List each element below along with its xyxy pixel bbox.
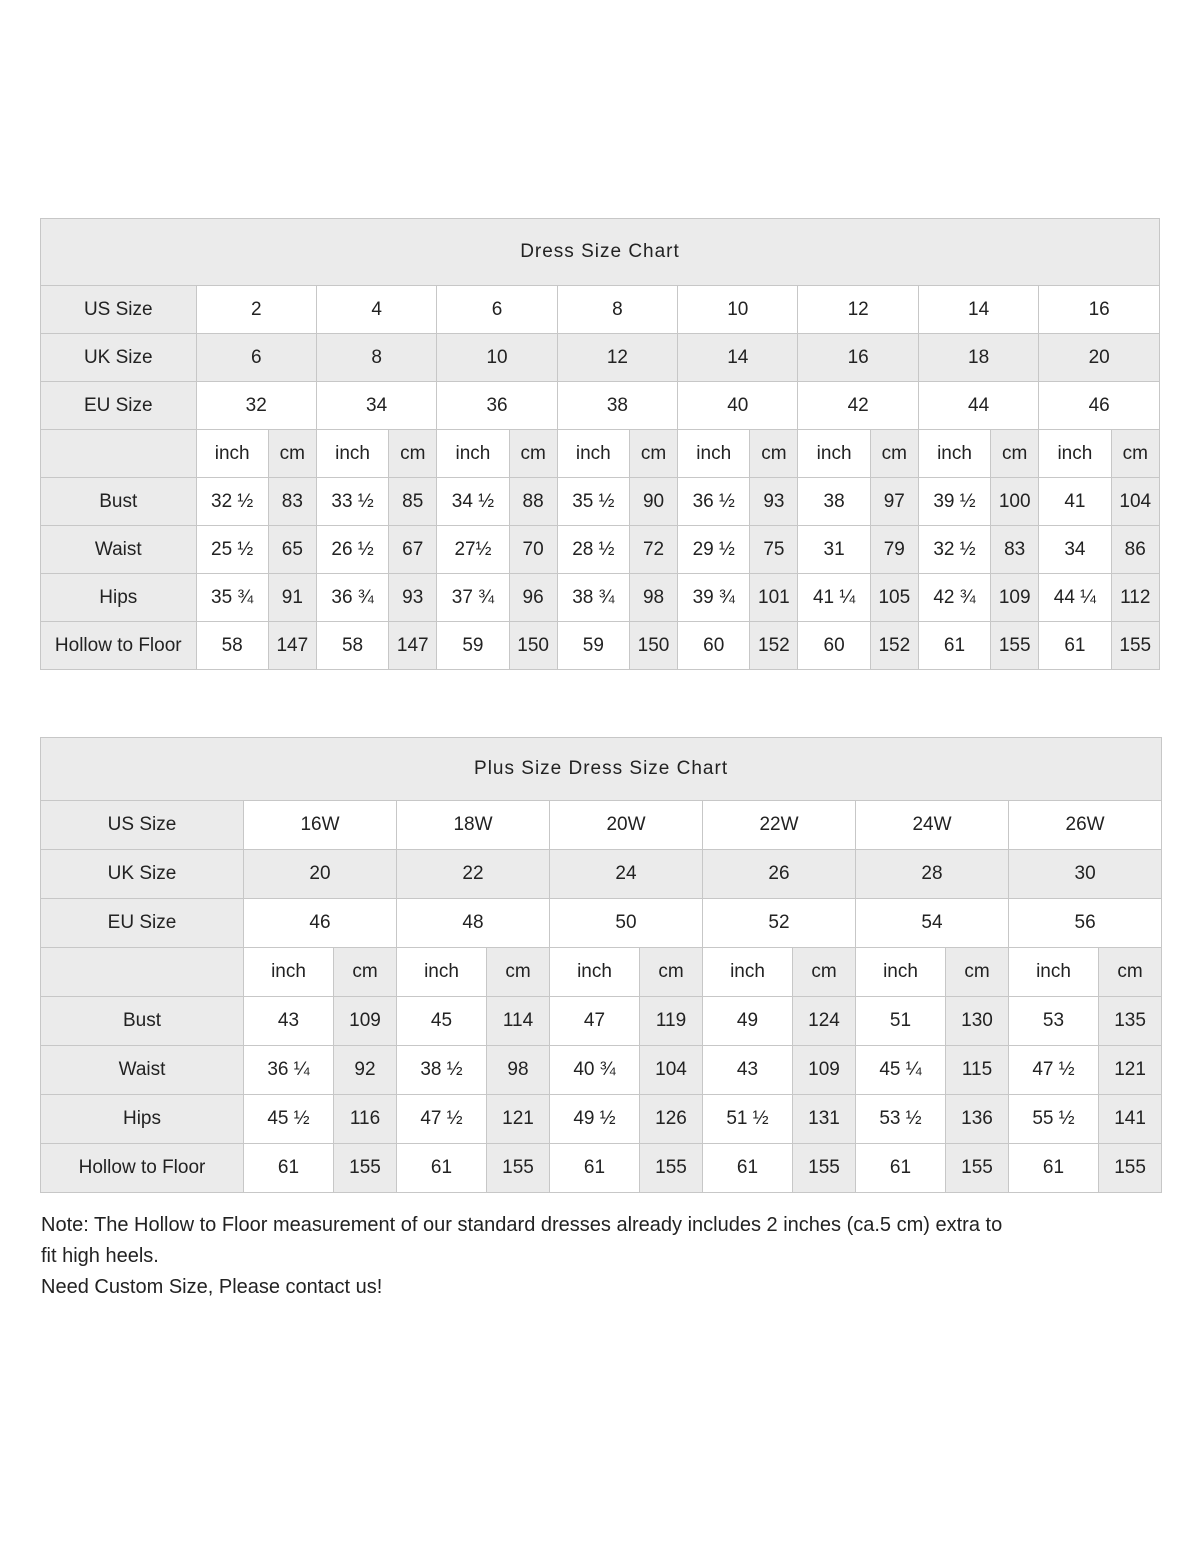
size-cell: 16 [1039,286,1160,334]
row-label: Hips [41,574,197,622]
value-cm-cell: 112 [1111,574,1160,622]
chart-title: Dress Size Chart [41,219,1160,286]
value-cm-cell: 100 [991,478,1039,526]
table-row [41,1144,1162,1193]
value-cm-cell: 104 [640,1046,703,1095]
unit-inch-cell: inch [397,948,487,997]
value-cm-cell: 155 [640,1144,703,1193]
value-inch-cell: 45 [397,997,487,1046]
table-row [41,850,1162,899]
size-cell: 18W [397,801,550,850]
value-cm-cell: 65 [268,526,316,574]
value-cm-cell: 67 [389,526,437,574]
unit-cm-cell: cm [487,948,550,997]
size-cell: 22W [703,801,856,850]
unit-cm-cell: cm [1111,430,1160,478]
value-inch-cell: 59 [437,622,509,670]
value-inch-cell: 39 ½ [918,478,990,526]
value-inch-cell: 51 [856,997,946,1046]
value-inch-cell: 43 [703,1046,793,1095]
unit-cm-cell: cm [991,430,1039,478]
value-inch-cell: 32 ½ [918,526,990,574]
chart-title: Plus Size Dress Size Chart [41,738,1162,801]
size-cell: 32 [196,382,316,430]
row-label: EU Size [41,899,244,948]
table-row [41,526,1160,574]
value-inch-cell: 31 [798,526,870,574]
note-line: Need Custom Size, Please contact us! [41,1276,383,1298]
value-cm-cell: 141 [1099,1095,1162,1144]
row-label: Waist [41,526,197,574]
value-cm-cell: 135 [1099,997,1162,1046]
value-cm-cell: 121 [1099,1046,1162,1095]
table-row [41,478,1160,526]
value-inch-cell: 43 [244,997,334,1046]
value-cm-cell: 155 [793,1144,856,1193]
value-cm-cell: 79 [870,526,918,574]
value-cm-cell: 116 [334,1095,397,1144]
unit-cm-cell: cm [1099,948,1162,997]
unit-inch-cell: inch [678,430,750,478]
size-cell: 48 [397,899,550,948]
unit-cm-cell: cm [389,430,437,478]
unit-inch-cell: inch [918,430,990,478]
value-inch-cell: 51 ½ [703,1095,793,1144]
value-inch-cell: 44 ¼ [1039,574,1111,622]
value-inch-cell: 61 [918,622,990,670]
value-cm-cell: 85 [389,478,437,526]
value-inch-cell: 35 ¾ [196,574,268,622]
value-inch-cell: 35 ½ [557,478,629,526]
value-cm-cell: 92 [334,1046,397,1095]
value-inch-cell: 47 ½ [397,1095,487,1144]
value-inch-cell: 36 ¾ [316,574,388,622]
value-cm-cell: 136 [946,1095,1009,1144]
size-cell: 6 [196,334,316,382]
size-cell: 6 [437,286,557,334]
value-inch-cell: 53 ½ [856,1095,946,1144]
row-label: US Size [41,286,197,334]
unit-inch-cell: inch [1009,948,1099,997]
value-cm-cell: 150 [509,622,557,670]
row-label: EU Size [41,382,197,430]
note-text [41,1210,1156,1303]
size-cell: 44 [918,382,1038,430]
value-inch-cell: 58 [316,622,388,670]
value-inch-cell: 28 ½ [557,526,629,574]
table-row [41,997,1162,1046]
value-inch-cell: 53 [1009,997,1099,1046]
size-cell: 36 [437,382,557,430]
size-cell: 20W [550,801,703,850]
value-cm-cell: 147 [268,622,316,670]
value-inch-cell: 40 ¾ [550,1046,640,1095]
value-cm-cell: 109 [334,997,397,1046]
value-inch-cell: 60 [678,622,750,670]
value-cm-cell: 90 [629,478,677,526]
table-row [41,899,1162,948]
value-cm-cell: 126 [640,1095,703,1144]
unit-inch-cell: inch [856,948,946,997]
value-inch-cell: 47 ½ [1009,1046,1099,1095]
size-cell: 10 [678,286,798,334]
unit-row-label-cell [41,948,244,997]
table-row [41,1046,1162,1095]
value-inch-cell: 58 [196,622,268,670]
unit-inch-cell: inch [703,948,793,997]
value-cm-cell: 155 [1099,1144,1162,1193]
value-inch-cell: 61 [1039,622,1111,670]
value-inch-cell: 45 ¼ [856,1046,946,1095]
value-cm-cell: 88 [509,478,557,526]
value-cm-cell: 98 [487,1046,550,1095]
value-inch-cell: 49 [703,997,793,1046]
value-cm-cell: 91 [268,574,316,622]
value-inch-cell: 38 ½ [397,1046,487,1095]
unit-inch-cell: inch [1039,430,1111,478]
value-inch-cell: 61 [244,1144,334,1193]
size-cell: 46 [1039,382,1160,430]
size-cell: 42 [798,382,918,430]
unit-cm-cell: cm [334,948,397,997]
unit-cm-cell: cm [946,948,1009,997]
size-cell: 26W [1009,801,1162,850]
row-label: Hips [41,1095,244,1144]
value-cm-cell: 115 [946,1046,1009,1095]
note-line: Note: The Hollow to Floor measurement of our standard dresses already includes 2 inches (ca.5 cm) extra to [41,1214,1003,1236]
unit-cm-cell: cm [870,430,918,478]
row-label: Waist [41,1046,244,1095]
value-inch-cell: 34 [1039,526,1111,574]
size-cell: 24 [550,850,703,899]
title-row [41,738,1162,801]
value-cm-cell: 93 [750,478,798,526]
value-inch-cell: 61 [703,1144,793,1193]
size-cell: 2 [196,286,316,334]
row-label: UK Size [41,850,244,899]
unit-cm-cell: cm [750,430,798,478]
value-inch-cell: 61 [397,1144,487,1193]
size-cell: 38 [557,382,677,430]
row-label: Bust [41,997,244,1046]
value-inch-cell: 47 [550,997,640,1046]
value-inch-cell: 61 [856,1144,946,1193]
value-cm-cell: 147 [389,622,437,670]
size-cell: 10 [437,334,557,382]
value-cm-cell: 83 [268,478,316,526]
size-cell: 54 [856,899,1009,948]
unit-row-label-cell [41,430,197,478]
unit-inch-cell: inch [244,948,334,997]
value-inch-cell: 42 ¾ [918,574,990,622]
size-cell: 46 [244,899,397,948]
value-cm-cell: 75 [750,526,798,574]
value-cm-cell: 152 [870,622,918,670]
size-cell: 16W [244,801,397,850]
value-cm-cell: 98 [629,574,677,622]
value-cm-cell: 70 [509,526,557,574]
unit-inch-cell: inch [196,430,268,478]
value-inch-cell: 38 [798,478,870,526]
size-cell: 16 [798,334,918,382]
size-cell: 50 [550,899,703,948]
value-inch-cell: 32 ½ [196,478,268,526]
value-cm-cell: 155 [487,1144,550,1193]
value-cm-cell: 155 [1111,622,1160,670]
standard-size-table [40,218,1160,670]
size-cell: 12 [798,286,918,334]
value-inch-cell: 36 ¼ [244,1046,334,1095]
value-cm-cell: 155 [946,1144,1009,1193]
value-cm-cell: 86 [1111,526,1160,574]
value-inch-cell: 38 ¾ [557,574,629,622]
value-inch-cell: 55 ½ [1009,1095,1099,1144]
row-label: US Size [41,801,244,850]
unit-cm-cell: cm [509,430,557,478]
unit-row [41,948,1162,997]
size-cell: 56 [1009,899,1162,948]
value-cm-cell: 97 [870,478,918,526]
row-label: Hollow to Floor [41,1144,244,1193]
value-inch-cell: 36 ½ [678,478,750,526]
value-cm-cell: 104 [1111,478,1160,526]
size-cell: 24W [856,801,1009,850]
size-cell: 28 [856,850,1009,899]
value-cm-cell: 109 [793,1046,856,1095]
unit-cm-cell: cm [629,430,677,478]
value-inch-cell: 61 [550,1144,640,1193]
value-inch-cell: 33 ½ [316,478,388,526]
row-label: Hollow to Floor [41,622,197,670]
value-cm-cell: 105 [870,574,918,622]
value-cm-cell: 155 [991,622,1039,670]
value-inch-cell: 25 ½ [196,526,268,574]
value-cm-cell: 72 [629,526,677,574]
value-cm-cell: 131 [793,1095,856,1144]
title-row [41,219,1160,286]
value-cm-cell: 130 [946,997,1009,1046]
unit-cm-cell: cm [268,430,316,478]
value-cm-cell: 83 [991,526,1039,574]
value-cm-cell: 121 [487,1095,550,1144]
value-cm-cell: 152 [750,622,798,670]
value-inch-cell: 59 [557,622,629,670]
table-row [41,382,1160,430]
value-inch-cell: 41 ¼ [798,574,870,622]
plus-size-table [40,737,1162,1193]
size-cell: 18 [918,334,1038,382]
value-inch-cell: 41 [1039,478,1111,526]
value-cm-cell: 109 [991,574,1039,622]
size-cell: 40 [678,382,798,430]
size-cell: 8 [557,286,677,334]
size-cell: 22 [397,850,550,899]
value-inch-cell: 34 ½ [437,478,509,526]
value-cm-cell: 101 [750,574,798,622]
value-inch-cell: 29 ½ [678,526,750,574]
table-row [41,622,1160,670]
size-cell: 8 [316,334,436,382]
unit-inch-cell: inch [437,430,509,478]
unit-cm-cell: cm [640,948,703,997]
value-cm-cell: 119 [640,997,703,1046]
size-cell: 52 [703,899,856,948]
row-label: Bust [41,478,197,526]
size-cell: 14 [678,334,798,382]
value-inch-cell: 37 ¾ [437,574,509,622]
value-cm-cell: 93 [389,574,437,622]
size-cell: 20 [1039,334,1160,382]
value-cm-cell: 124 [793,997,856,1046]
note-line: fit high heels. [41,1245,159,1267]
unit-inch-cell: inch [316,430,388,478]
table-row [41,286,1160,334]
row-label: UK Size [41,334,197,382]
size-cell: 12 [557,334,677,382]
value-inch-cell: 60 [798,622,870,670]
value-inch-cell: 26 ½ [316,526,388,574]
size-cell: 30 [1009,850,1162,899]
value-cm-cell: 155 [334,1144,397,1193]
unit-inch-cell: inch [550,948,640,997]
unit-inch-cell: inch [798,430,870,478]
value-cm-cell: 96 [509,574,557,622]
value-inch-cell: 39 ¾ [678,574,750,622]
size-cell: 14 [918,286,1038,334]
table-row [41,801,1162,850]
table-row [41,334,1160,382]
value-inch-cell: 45 ½ [244,1095,334,1144]
size-cell: 26 [703,850,856,899]
size-cell: 34 [316,382,436,430]
size-cell: 20 [244,850,397,899]
value-cm-cell: 114 [487,997,550,1046]
unit-cm-cell: cm [793,948,856,997]
value-inch-cell: 49 ½ [550,1095,640,1144]
unit-inch-cell: inch [557,430,629,478]
unit-row [41,430,1160,478]
value-cm-cell: 150 [629,622,677,670]
size-cell: 4 [316,286,436,334]
table-row [41,1095,1162,1144]
value-inch-cell: 27½ [437,526,509,574]
table-row [41,574,1160,622]
value-inch-cell: 61 [1009,1144,1099,1193]
